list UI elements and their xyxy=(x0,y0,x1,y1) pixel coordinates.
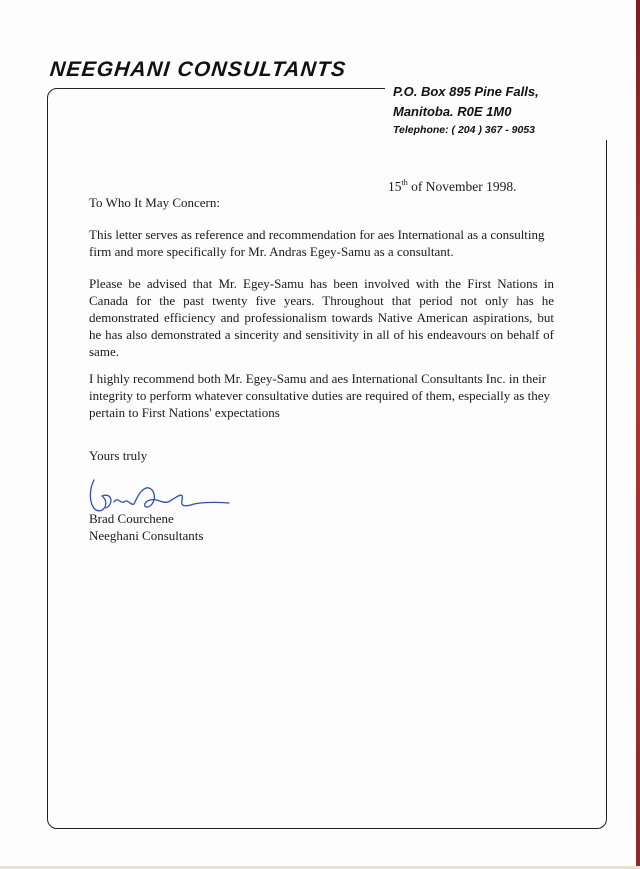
signer-name: Brad Courchene xyxy=(89,511,174,526)
letter-date xyxy=(388,178,516,195)
paragraph-2: Please be advised that Mr. Egey-Samu has been involved with the First Nations in Canada for the past twenty five years. Throughout that period not only has he demonstrated efficiency and professionalism towards Native American aspirations, but he has also demonstrated a sincerity and sensitivity in all of his endeavours on behalf of same. xyxy=(89,276,554,359)
telephone: Telephone: ( 204 ) 367 - 9053 xyxy=(393,124,536,136)
signature-stroke xyxy=(90,480,229,511)
date-rest: of November 1998. xyxy=(407,179,517,194)
closing: Yours truly xyxy=(89,448,148,463)
date-suffix: th xyxy=(401,178,408,187)
scan-edge-right xyxy=(636,0,640,869)
signer-organization: Neeghani Consultants xyxy=(89,528,204,543)
date-day: 15 xyxy=(388,179,402,194)
paragraph-1: This letter serves as reference and recommendation for aes International as a consulting firm and more specifically for Mr. Andras Egey-Samu as a consultant. xyxy=(89,227,545,259)
address-line-2: Manitoba. R0E 1M0 xyxy=(393,104,512,119)
salutation: To Who It May Concern: xyxy=(89,195,220,210)
paragraph-3: I highly recommend both Mr. Egey-Samu and aes International Consultants Inc. in their integrity to perform whatever consultative duties are required of them, especially as they pertain to First Nations' expectations xyxy=(89,371,550,420)
address-line-1: P.O. Box 895 Pine Falls, xyxy=(393,84,539,99)
company-name: NEEGHANI CONSULTANTS xyxy=(48,58,348,81)
